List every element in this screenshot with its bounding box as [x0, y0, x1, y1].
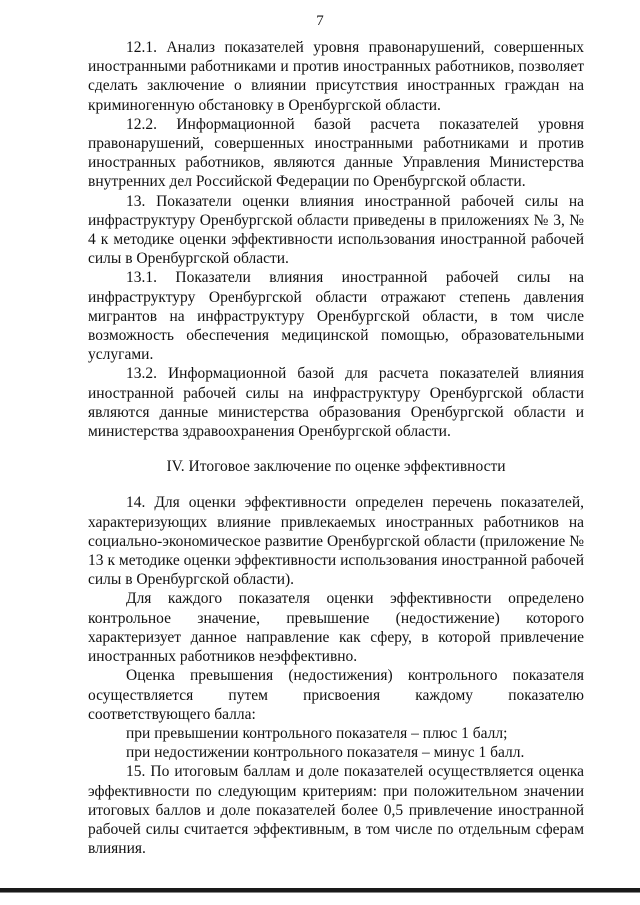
paragraph-12-1: 12.1. Анализ показателей уровня правонарушений, совершенных иностранными работниками и против иностранных работников, позволяет сделать заключение о влиянии присутствия иностранных граждан на криминогенную обстановку в Оренбургской области. — [88, 39, 584, 114]
paragraph-13-1: 13.1. Показатели влияния иностранной рабочей силы на инфраструктуру Оренбургской области отражают степень давления мигрантов на инфраструктуру Оренбургской области, в том числе возможность обеспечения медицинской помощью, образовательными услугами. — [88, 269, 584, 364]
page-number: 7 — [316, 13, 324, 29]
paragraph-scoring: Оценка превышения (недостижения) контрольного показателя осуществляется путем присвоения каждому показателю соответствующего балла: — [88, 667, 584, 723]
bottom-edge-shadow — [0, 892, 640, 893]
paragraph-15: 15. По итоговым баллам и доле показателей осуществляется оценка эффективности по следующим критериям: при положительном значении итоговых баллов и доле показателей более 0,5 привлечение иностранной рабочей силы считается эффективным, в том числе по отдельным сферам влияния. — [88, 763, 584, 858]
paragraph-14: 14. Для оценки эффективности определен перечень показателей, характеризующих влияние привлекаемых иностранных работников на социально-экономическое развитие Оренбургской области (приложение № 13 к методике оценки эффективности использования иностранной рабочей силы в Оренбургской области). — [88, 494, 584, 589]
paragraph-12-2: 12.2. Информационной базой расчета показателей уровня правонарушений, совершенных иностранными работниками и против иностранных работников, являются данные Управления Министерства внутренних дел Российской Федерации по Оренбургской области. — [88, 115, 584, 191]
paragraph-13: 13. Показатели оценки влияния иностранной рабочей силы на инфраструктуру Оренбургской области приведены в приложениях № 3, № 4 к методике оценки эффективности использования иностранной рабочей силы в Оренбургской области. — [88, 192, 584, 268]
section-heading: IV. Итоговое заключение по оценке эффективности — [166, 458, 506, 476]
scoring-plus-line: при превышении контрольного показателя – плюс 1 балл; — [126, 724, 508, 742]
scoring-minus-line: при недостижении контрольного показателя – минус 1 балл. — [126, 744, 525, 762]
paragraph-13-2: 13.2. Информационной базой для расчета показателей влияния иностранной рабочей силы на инфраструктуру Оренбургской области являются данные министерства образования Оренбургской области и министерства здравоохранения Оренбургской области. — [88, 365, 584, 441]
document-body — [88, 38, 584, 858]
paragraph-control-value: Для каждого показателя оценки эффективности определено контрольное значение, превышение (недостижение) которого характеризует данное направление как сферу, в которой привлечение иностранных работников неэффективно. — [88, 590, 584, 666]
